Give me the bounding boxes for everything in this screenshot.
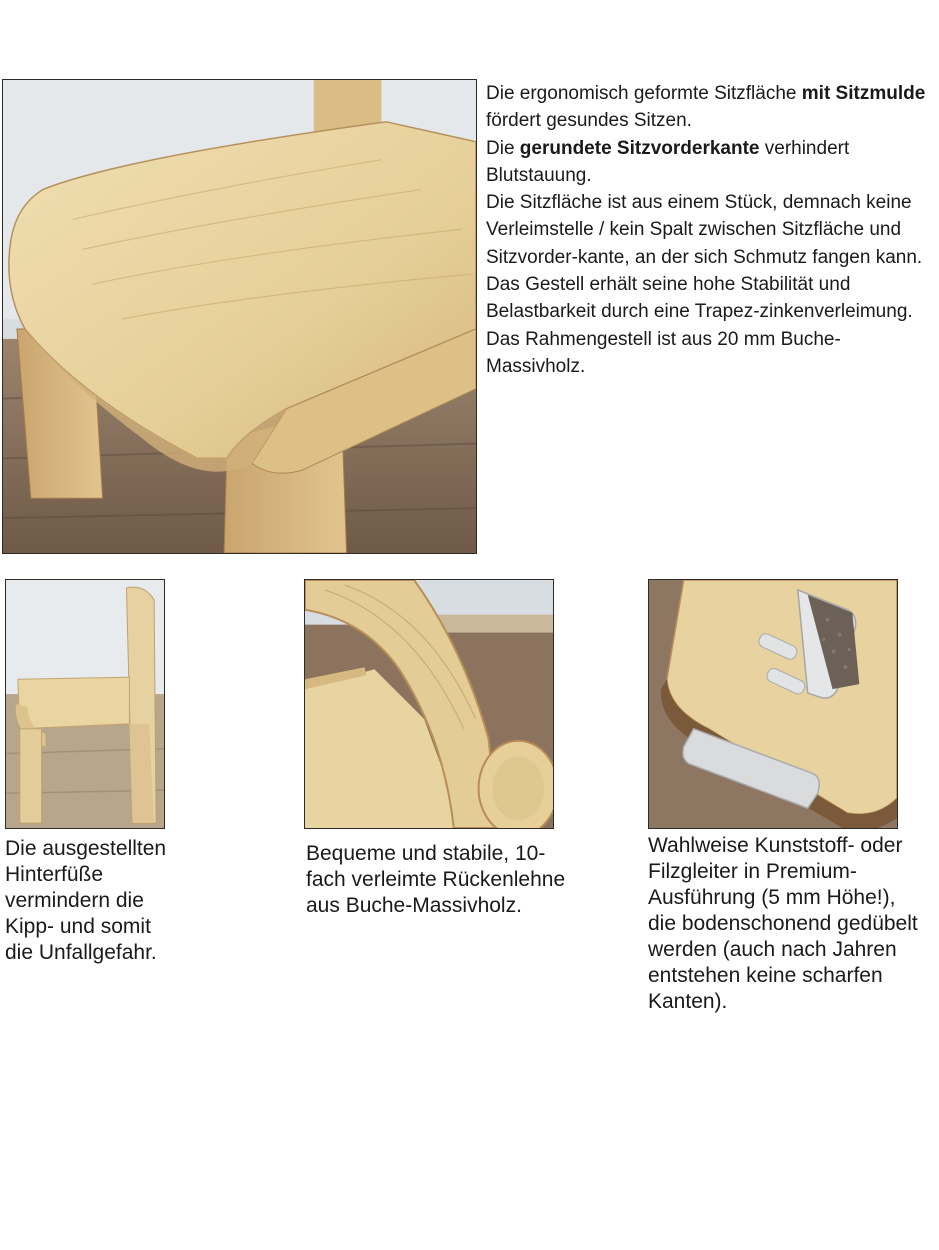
glides-caption: Wahlweise Kunststoff- oder Filzgleiter in Premium-Ausführung (5 mm Höhe!), die bodenschonend gedübelt werden (auch nach Jahren entstehen keine scharfen Kanten).	[648, 834, 918, 1013]
seat-closeup-illustration	[3, 80, 476, 553]
chair-side-illustration	[6, 580, 164, 828]
bold-phrase-sitzmulde: mit Sitzmulde	[801, 83, 926, 104]
glides-illustration	[649, 580, 897, 828]
backrest-caption: Bequeme und stabile, 10-fach verleimte Rückenlehne aus Buche-Massivholz.	[306, 842, 566, 917]
product-description	[486, 80, 936, 380]
description-paragraph-1: Die ergonomisch geformte Sitzfläche mit Sitzmulde fördert gesundes Sitzen.	[486, 83, 926, 132]
description-paragraph-2: Die gerundete Sitzvorderkante verhindert Blutstauung.	[486, 137, 850, 186]
chair-side-photo	[5, 579, 165, 829]
glides-photo	[648, 579, 898, 829]
seat-closeup-photo	[2, 79, 477, 554]
backrest-illustration	[305, 580, 553, 828]
bold-phrase-sitzvorderkante: gerundete Sitzvorderkante	[519, 137, 760, 159]
description-paragraph-4: Das Gestell erhält seine hohe Stabilität und Belastbarkeit durch eine Trapez-zinkenverleimung.	[486, 274, 913, 323]
description-paragraph-5: Das Rahmengestell ist aus 20 mm Buche-Massivholz.	[486, 328, 841, 377]
backrest-photo	[304, 579, 554, 829]
legs-caption: Die ausgestellten Hinterfüße vermindern die Kipp- und somit die Unfallgefahr.	[5, 837, 167, 964]
description-paragraph-3: Die Sitzfläche ist aus einem Stück, demnach keine Verleimstelle / kein Spalt zwischen Sitzfläche und Sitzvorder-kante, an der sich Schmutz fangen kann.	[486, 192, 923, 268]
